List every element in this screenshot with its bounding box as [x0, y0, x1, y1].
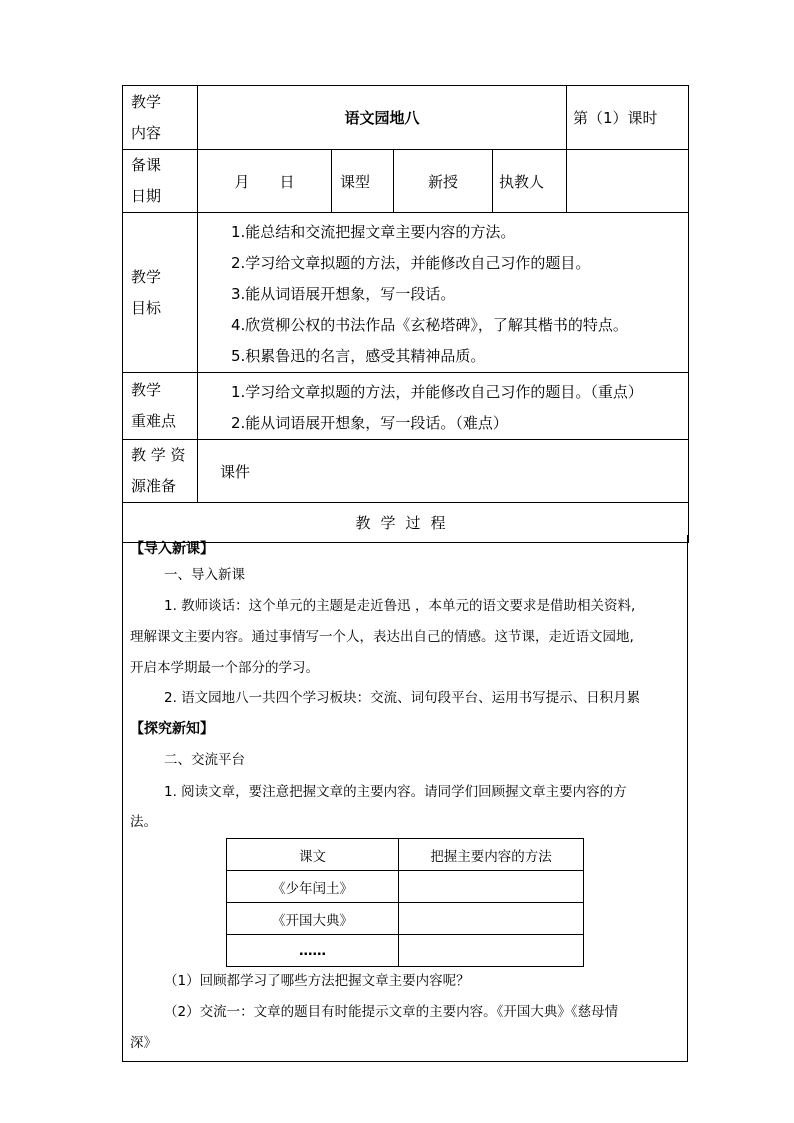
- paragraph-line: 1. 阅读文章，要注意把握文章的主要内容。请同学们回顾握文章主要内容的方: [164, 784, 627, 800]
- goal-item: 3.能从词语展开想象，写一段话。: [231, 285, 456, 303]
- lesson-title: 语文园地八: [198, 86, 567, 150]
- paragraph-line: 2. 语文园地八一共四个学习板块：交流、词句段平台、运用书写提示、日积月累: [164, 690, 641, 706]
- table-header: 把握主要内容的方法: [399, 839, 584, 871]
- question-line: （2）交流一：文章的题目有时能提示文章的主要内容。《开国大典》《慈母情: [164, 1004, 619, 1020]
- method-table: [226, 838, 584, 967]
- lesson-period: 第（1）课时: [567, 86, 689, 150]
- table-row: [227, 935, 584, 967]
- goal-item: 4.欣赏柳公权的书法作品《玄秘塔碑》，了解其楷书的特点。: [231, 316, 628, 334]
- table-cell: 《开国大典》: [227, 903, 399, 935]
- section-heading: 【导入新课】: [130, 541, 214, 557]
- type-value: 新授: [394, 150, 493, 213]
- goals-list: [198, 213, 689, 373]
- teacher-value: [567, 150, 689, 213]
- goal-item: 2.学习给文章拟题的方法，并能修改自己习作的题目。: [231, 254, 591, 272]
- paragraph-line: 理解课文主要内容。通过事情写一个人，表达出自己的情感。这节课，走近语文园地,: [130, 629, 634, 645]
- goal-item: 5.积累鲁迅的名言，感受其精神品质。: [231, 347, 486, 365]
- content-label: 教学 内容: [123, 86, 198, 150]
- teacher-label: 执教人: [493, 150, 567, 213]
- table-cell: [399, 903, 584, 935]
- difficulty-item: 2.能从词语展开想象，写一段话。（难点）: [231, 414, 508, 432]
- difficulty-item: 1.学习给文章拟题的方法，并能修改自己习作的题目。（重点）: [231, 383, 643, 401]
- question-line: （1）回顾都学习了哪些方法把握文章主要内容呢？: [164, 973, 470, 989]
- paragraph-line: 法。: [130, 814, 157, 830]
- sub-heading: 二、交流平台: [164, 752, 245, 768]
- goals-label: 教学 目标: [123, 213, 198, 373]
- section-heading: 【探究新知】: [130, 721, 214, 737]
- difficulties-label: 教学 重难点: [123, 373, 198, 440]
- table-row: [227, 871, 584, 903]
- goal-item: 1.能总结和交流把握文章主要内容的方法。: [231, 223, 516, 241]
- question-line: 深》: [130, 1035, 157, 1051]
- table-cell: [399, 871, 584, 903]
- table-header: 课文: [227, 839, 399, 871]
- table-cell: [399, 935, 584, 967]
- type-label: 课型: [332, 150, 394, 213]
- process-title: 教学过程: [123, 503, 689, 543]
- date-value: 月 日: [198, 150, 332, 213]
- table-cell: ……: [227, 935, 399, 967]
- date-label: 备课 日期: [123, 150, 198, 213]
- sub-heading: 一、导入新课: [164, 567, 245, 583]
- table-cell: 《少年闰土》: [227, 871, 399, 903]
- paragraph-line: 开启本学期最一个部分的学习。: [130, 660, 319, 676]
- paragraph-line: 1. 教师谈话：这个单元的主题是走近鲁迅 ，本单元的语文要求是借助相关资料,: [164, 598, 636, 614]
- resources-label: 教 学 资 源准备: [123, 440, 198, 503]
- table-row: [227, 903, 584, 935]
- resources-value: 课件: [198, 440, 689, 503]
- lesson-info-table: [122, 85, 689, 543]
- difficulties-list: [198, 373, 689, 440]
